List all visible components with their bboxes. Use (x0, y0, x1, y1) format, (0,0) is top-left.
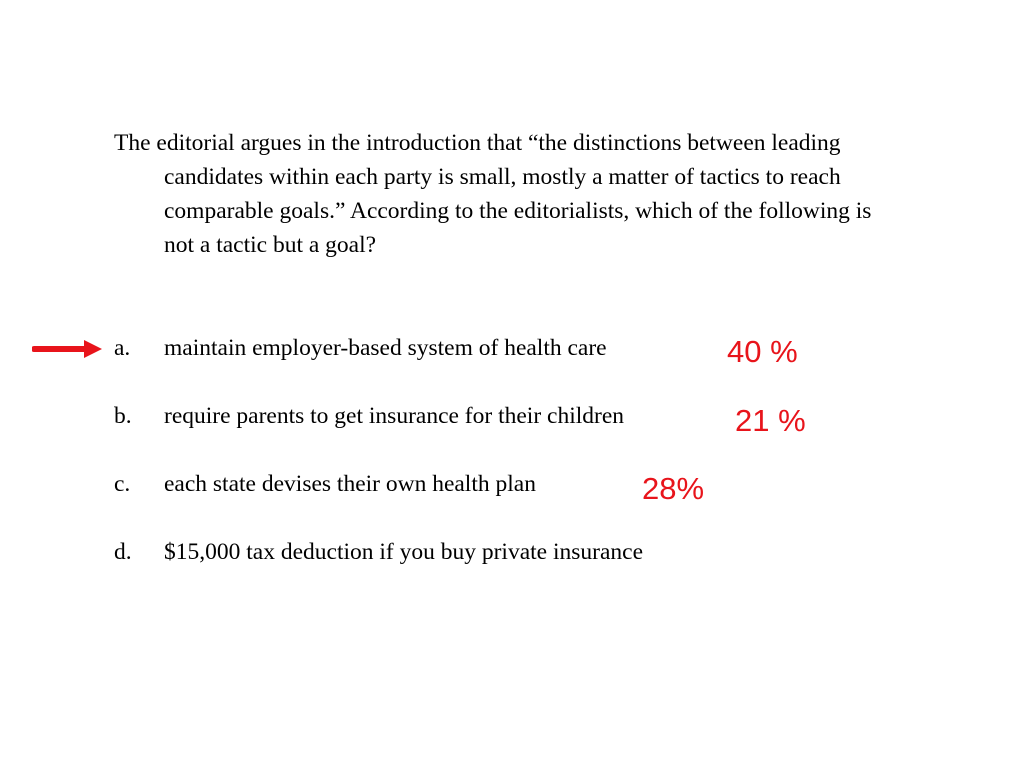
option-letter: b. (114, 403, 132, 429)
question-text: The editorial argues in the introduction that “the distinctions between leading candidates within each party is small, mostly a matter of tactics to reach comparable goals.” According to the editorialists, which of the following is not a tactic but a goal? (114, 130, 872, 258)
selected-answer-arrow-icon (32, 337, 104, 361)
option-letter: c. (114, 471, 131, 497)
option-c-percent: 28% (642, 471, 705, 506)
option-letter: d. (114, 539, 132, 565)
option-text: maintain employer-based system of health care (164, 335, 607, 361)
option-b-percent: 21 % (735, 403, 806, 438)
option-a-percent: 40 % (727, 334, 798, 369)
option-text: $15,000 tax deduction if you buy private insurance (164, 539, 644, 565)
option-text: each state devises their own health plan (164, 471, 536, 497)
option-text: require parents to get insurance for their children (164, 403, 625, 429)
option-letter: a. (114, 335, 131, 361)
